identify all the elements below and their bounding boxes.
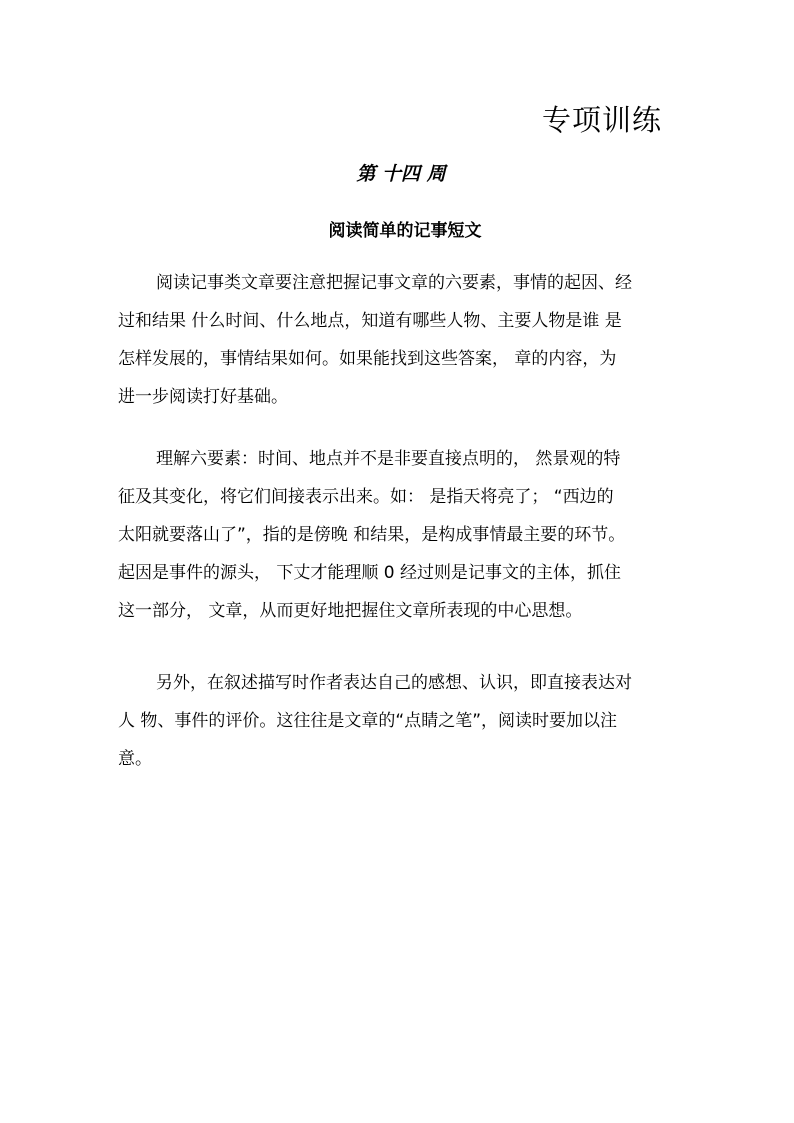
paragraph-line: 这一部分， 文章，从而更好地把握住文章所表现的中心思想。 xyxy=(118,601,583,621)
page-header-title: 专项训练 xyxy=(541,103,662,137)
paragraph-2 xyxy=(118,440,678,630)
paragraph-3 xyxy=(118,664,678,778)
paragraph-line: 人 物、事件的评价。这往往是文章的“点睛之笔”，阅读时要加以注 xyxy=(118,711,618,731)
paragraph-line: 过和结果 什么时间、什么地点，知道有哪些人物、主要人物是谁 是 xyxy=(118,311,622,331)
paragraph-line: 意。 xyxy=(118,749,152,769)
paragraph-line: 太阳就要落山了”，指的是傍晚 和结果，是构成事情最主要的环节。 xyxy=(118,525,626,545)
week-heading: 第 十四 周 xyxy=(356,163,446,185)
paragraph-line: 征及其变化，将它们间接表示出来。如： 是指天将亮了； “西边的 xyxy=(118,487,614,507)
document-title: 阅读简单的记事短文 xyxy=(328,221,482,241)
paragraph-line: 起因是事件的源头， 下丈才能理顺 0 经过则是记事文的主体，抓住 xyxy=(118,563,622,583)
paragraph-1 xyxy=(118,264,678,416)
paragraph-line: 怎样发展的，事情结果如何。如果能找到这些答案， 章的内容，为 xyxy=(118,349,617,369)
paragraph-line: 理解六要素：时间、地点并不是非要直接点明的， 然景观的特 xyxy=(156,449,621,469)
paragraph-line: 阅读记事类文章要注意把握记事文章的六要素，事情的起因、经 xyxy=(156,273,632,293)
paragraph-line: 另外，在叙述描写时作者表达自己的感想、认识，即直接表达对 xyxy=(156,673,632,693)
paragraph-line: 进一步阅读打好基础。 xyxy=(118,387,288,407)
